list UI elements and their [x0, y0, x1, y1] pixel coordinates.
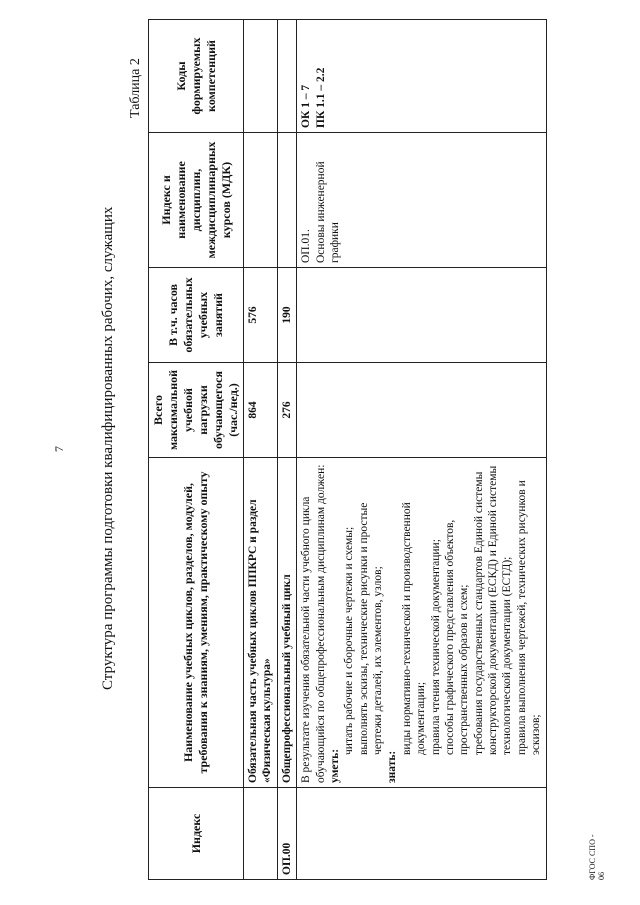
- cell-max-load: 864: [244, 363, 278, 458]
- page-title: Структура программы подготовки квалифицированных рабочих, служащих: [100, 206, 116, 690]
- discipline-code: ОП.01.: [300, 229, 313, 263]
- table-row-op00: [277, 20, 296, 880]
- program-structure-table: [148, 19, 547, 880]
- requirements-intro: В результате изучения обязательной части учебного цикла обучающийся по общепрофессиональным дисциплинам должен:: [300, 464, 327, 783]
- page-number: 7: [52, 446, 66, 452]
- knowledge-item: правила чтения технической документации;: [429, 539, 442, 755]
- cell-requirements: [297, 458, 546, 788]
- cell-max-load: [297, 363, 546, 458]
- competence-codes-pk: ПК 1.1 – 2.2: [314, 67, 327, 128]
- cell-hours: [297, 268, 546, 363]
- cell-discipline: [244, 133, 278, 268]
- cell-index: [244, 788, 278, 880]
- discipline-name: Основы инженерной графики: [314, 161, 341, 263]
- header-name: Наименование учебных циклов, разделов, модулей, требования к знаниям, умениям, практическому опыту: [149, 458, 244, 788]
- cell-discipline: [297, 133, 546, 268]
- cell-codes: [297, 20, 546, 133]
- footer-code: ФГОС СПО - 06: [588, 834, 606, 880]
- header-index: Индекс: [149, 788, 244, 880]
- skill-item: читать рабочие и сборочные чертежи и схемы;: [343, 526, 356, 755]
- cell-name: Обязательная часть учебных циклов ППКРС и раздел «Физическая культура»: [244, 458, 278, 788]
- knowledge-item: виды нормативно-технической и производственной документации;: [400, 502, 428, 755]
- program-structure-table-wrapper: [148, 20, 618, 880]
- table-row-op01: [297, 20, 546, 880]
- skill-item: выполнять эскизы, технические рисунки и простые чертежи деталей, их элементов, узлов;: [357, 502, 384, 755]
- header-discipline: Индекс и наименование дисциплин, междисциплинарных курсов (МДК): [149, 133, 244, 268]
- skills-heading: уметь:: [328, 748, 341, 783]
- header-max-load: Всего максимальной учебной нагрузки обучающегося (час./нед.): [149, 363, 244, 458]
- competence-codes-ok: ОК 1 – 7: [300, 84, 313, 128]
- cell-name: Общепрофессиональный учебный цикл: [277, 458, 296, 788]
- header-codes: Коды формируемых компетенций: [149, 20, 244, 133]
- header-hours: В т.ч. часов обязательных учебных занятий: [149, 268, 244, 363]
- cell-max-load: 276: [277, 363, 296, 458]
- cell-hours: 190: [277, 268, 296, 363]
- cell-codes: [277, 20, 296, 133]
- cell-codes: [244, 20, 278, 133]
- cell-discipline: [277, 133, 296, 268]
- knowledge-item: правила выполнения чертежей, технических рисунков и эскизов;: [515, 480, 543, 755]
- table-label: Таблица 2: [128, 58, 143, 118]
- cell-hours: 576: [244, 268, 278, 363]
- table-row-mandatory: [244, 20, 278, 880]
- cell-index: ОП.00: [277, 788, 296, 880]
- knowledge-heading: знать:: [386, 750, 399, 783]
- knowledge-item: способы графического представления объектов, пространственных образов и схем;: [443, 519, 471, 755]
- table-header-row: [149, 20, 244, 880]
- knowledge-item: требования государственных стандартов Единой системы конструкторской документации (ЕСКД) и Единой системы технологической документации (ЕСТД);: [472, 465, 514, 755]
- cell-index: [297, 788, 546, 880]
